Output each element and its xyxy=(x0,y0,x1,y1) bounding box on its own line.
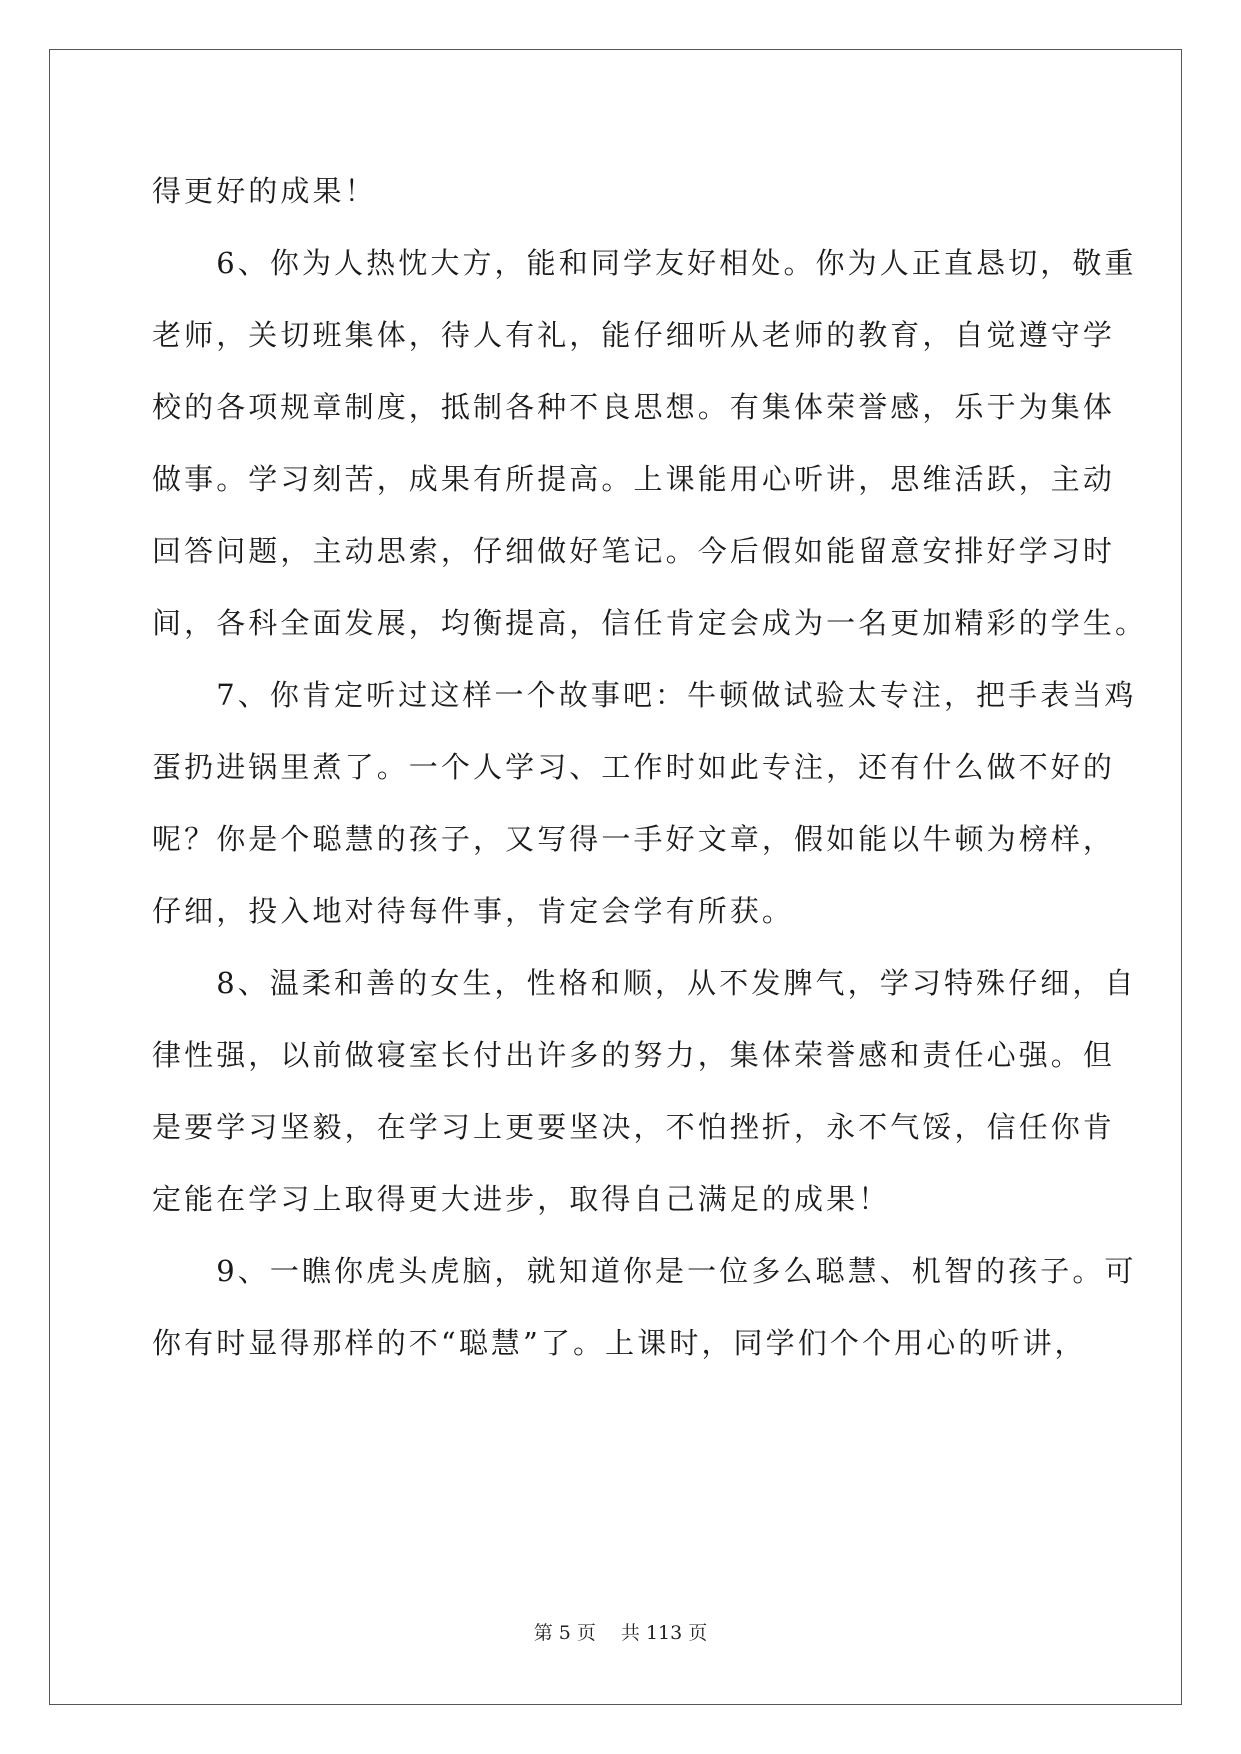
text-line: 你有时显得那样的不“聪慧”了。上课时，同学们个个用心的听讲， xyxy=(152,1326,1087,1360)
page-border xyxy=(49,49,1182,1705)
text-line: 8、温柔和善的女生，性格和顺，从不发脾气，学习特殊仔细，自 xyxy=(152,966,1137,1000)
text-line: 7、你肯定听过这样一个故事吧：牛顿做试验太专注，把手表当鸡 xyxy=(152,678,1137,712)
text-line: 得更好的成果！ xyxy=(152,174,377,208)
page-number-footer: 第 5 页 共 113 页 xyxy=(533,1622,708,1644)
text-line: 是要学习坚毅，在学习上更要坚决，不怕挫折，永不气馁，信任你肯 xyxy=(152,1110,1116,1144)
text-line: 校的各项规章制度，抵制各种不良思想。有集体荣誉感，乐于为集体 xyxy=(152,390,1116,424)
text-line: 定能在学习上取得更大进步，取得自己满足的成果！ xyxy=(152,1182,891,1216)
text-line: 9、一瞧你虎头虎脑，就知道你是一位多么聪慧、机智的孩子。可 xyxy=(152,1254,1137,1288)
text-line: 律性强，以前做寝室长付出许多的努力，集体荣誉感和责任心强。但 xyxy=(152,1038,1116,1072)
text-line: 老师，关切班集体，待人有礼，能仔细听从老师的教育，自觉遵守学 xyxy=(152,318,1116,352)
text-line: 回答问题，主动思索，仔细做好笔记。今后假如能留意安排好学习时 xyxy=(152,534,1116,568)
text-line: 蛋扔进锅里煮了。一个人学习、工作时如此专注，还有什么做不好的 xyxy=(152,750,1116,784)
text-line: 做事。学习刻苦，成果有所提高。上课能用心听讲，思维活跃，主动 xyxy=(152,462,1116,496)
text-line: 间，各科全面发展，均衡提高，信任肯定会成为一名更加精彩的学生。 xyxy=(152,606,1148,640)
text-line: 仔细，投入地对待每件事，肯定会学有所获。 xyxy=(152,894,795,928)
text-line: 6、你为人热忱大方，能和同学友好相处。你为人正直恳切，敬重 xyxy=(152,246,1137,280)
text-line: 呢？你是个聪慧的孩子，又写得一手好文章，假如能以牛顿为榜样， xyxy=(152,822,1116,856)
